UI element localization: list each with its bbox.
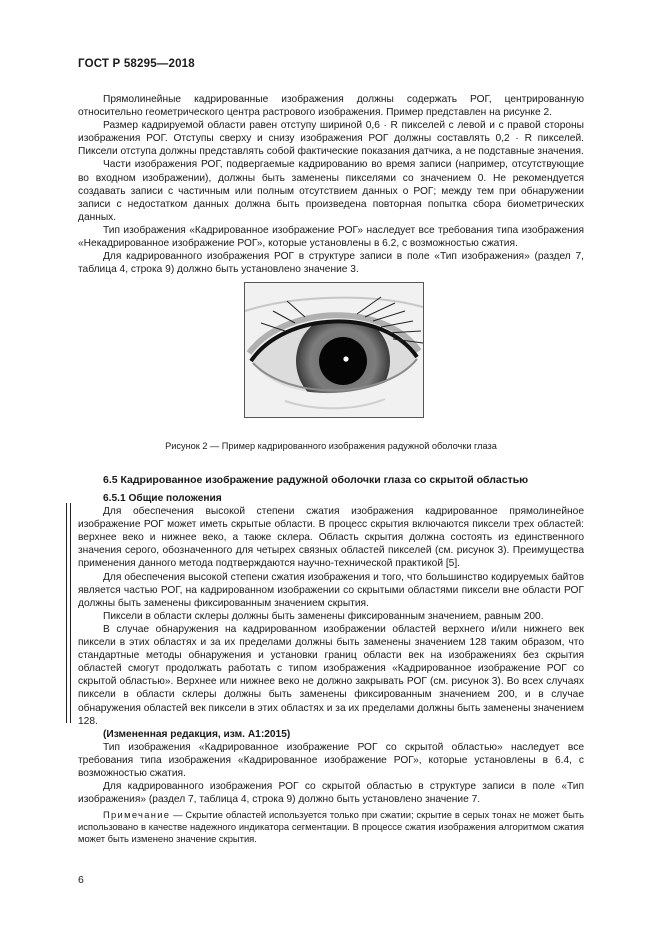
eye-illustration — [245, 283, 423, 417]
intro-text-block — [78, 93, 584, 276]
paragraph: Для кадрированного изображения РОГ в структуре записи в поле «Тип изображения» (раздел 7, таблица 4, строка 9) должно быть установлено значение 3. — [78, 251, 584, 276]
eye-iris-image — [244, 282, 424, 418]
paragraph: Части изображения РОГ, подвергаемые кадрированию во время записи (например, отсутствующие во входном изображении), должны быть заменены пикселями со значением 0. Не рекомендуется создавать записи с частичным или полным отсутствием данных о РОГ; между тем при обнаружении записи с недостатком данных должна быть произведена повторная попытка сбора биометрических данных. — [78, 159, 584, 223]
paragraph: В случае обнаружения на кадрированном изображении областей верхнего и/или нижнего век пиксели в этих областях и за их пределами должны быть заменены значением 128 таким образом, что стандартные методы обнаружения и установки границ области век на изображениях без скрытия областей смогут продолжать работать с типом изображения «Кадрированное изображение РОГ со скрытой областью». Верхнее или нижнее веко не должно закрывать РОГ (см. рисунок 3). Во всех случаях пиксели в области склеры должны быть заменены фиксированным значением 200, и в случае обнаружения областей век пиксели в этих областях и за их пределами должны быть заменены значением 128. — [78, 623, 584, 727]
paragraph: Для обеспечения высокой степени сжатия изображения кадрированное прямолинейное изображение РОГ может иметь скрытые области. В процесс скрытия включаются пиксели трех областей: верхнее веко и нижнее веко, а также склера. Область скрытия должна состоять из единственного значения серого, обозначенного для четырех связных областей пикселей (см. рисунок 3). Преимущества применения данного метода подтверждаются научно-технической практикой [5]. — [78, 506, 584, 570]
paragraph: Тип изображения «Кадрированное изображение РОГ со скрытой областью» наследует все требования типа изображения «Кадрированное изображение РОГ», которые установлены в 6.4, с возможностью сжатия. — [78, 741, 584, 779]
section-text-block — [78, 492, 584, 845]
note-label: Примечание — [103, 809, 171, 821]
subsection-title: 6.5.1 Общие положения — [103, 493, 222, 504]
paragraph: Размер кадрируемой области равен отступу шириной 0,6 · R пикселей с левой и с правой стороны изображения РОГ. Отступы сверху и снизу изображения РОГ должны составлять 0,2 · R пикселей. Пиксели отступа должны представлять собой фактические показания датчика, а не подставные значения. — [78, 120, 584, 158]
paragraph: Для обеспечения высокой степени сжатия изображения и того, что большинство кодируемых байтов является частью РОГ, на кадрированном изображении со скрытыми областями пиксели вне области РОГ должны быть заменены фиксированным значением скрытия. — [78, 571, 584, 609]
paragraph: Прямолинейные кадрированные изображения должны содержать РОГ, центрированную относительно геометрического центра растрового изображения. Пример представлен на рисунке 2. — [78, 94, 584, 119]
page-number: 6 — [78, 874, 84, 886]
section-title: 6.5 Кадрированное изображение радужной оболочки глаза со скрытой областью — [103, 474, 529, 486]
change-bars — [66, 503, 74, 723]
paragraph: Пиксели в области склеры должны быть заменены фиксированным значением, равным 200. — [103, 610, 544, 622]
document-header: ГОСТ Р 58295—2018 — [78, 58, 195, 70]
change-bar — [70, 503, 71, 723]
note-text: — Скрытие областей используется только при сжатии; скрытие в серых тонах не может быть использовано в качестве надежного индикатора сегментации. В процессе сжатия изображения алгоритмом сжатия может быть изменено значение скрытия. — [78, 809, 584, 845]
paragraph: Для кадрированного изображения РОГ со скрытой областью в структуре записи в поле «Тип изображения» (раздел 7, таблица 4, строка 9) должно быть установлено значение 7. — [78, 781, 584, 806]
note — [78, 809, 584, 845]
change-bar — [66, 503, 67, 723]
amendment-note: (Измененная редакция, изм. А1:2015) — [103, 728, 291, 740]
figure-caption: Рисунок 2 — Пример кадрированного изображения радужной оболочки глаза — [165, 441, 497, 451]
paragraph: Тип изображения «Кадрированное изображение РОГ» наследует все требования типа изображения «Некадрированное изображение РОГ», которые установлены в 6.2, с возможностью сжатия. — [78, 224, 584, 250]
